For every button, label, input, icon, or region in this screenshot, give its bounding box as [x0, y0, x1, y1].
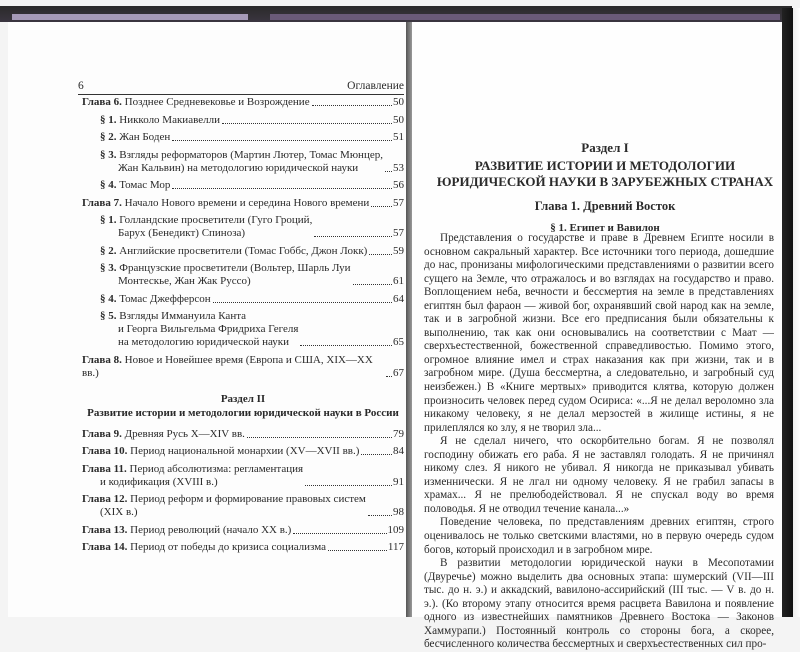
toc-section-entry	[82, 149, 404, 175]
toc-section-entry	[82, 310, 404, 349]
toc-section-entry	[82, 262, 404, 288]
left-page-edge-shade	[12, 14, 248, 20]
toc-page-number: 61	[393, 275, 404, 287]
toc-entry-title: Период от победы до кризиса социализма	[130, 541, 327, 553]
toc-chapter-entry	[82, 445, 404, 458]
toc-entry-text	[82, 524, 291, 537]
toc-entry-text	[100, 149, 383, 175]
toc-entry-label: Глава 13.	[82, 523, 128, 536]
toc-page-number: 50	[393, 96, 404, 108]
toc-entry-text	[100, 262, 351, 288]
part-title-line2: ЮРИДИЧЕСКОЙ НАУКИ В ЗАРУБЕЖНЫХ СТРАНАХ	[436, 174, 774, 189]
dot-leader	[172, 140, 392, 141]
right-page-edge-shade	[270, 14, 780, 20]
toc-chapter-entry	[82, 541, 404, 554]
running-title: Оглавление	[347, 80, 404, 92]
toc-entry-text	[100, 114, 220, 127]
section-heading: § 1. Египет и Вавилон	[550, 222, 660, 234]
toc-chapter-entry	[82, 428, 404, 441]
toc-entry-title: Начало Нового времени и середина Нового времени	[124, 196, 370, 209]
toc-entry-label: Глава 8.	[82, 353, 122, 366]
dot-leader	[172, 188, 392, 189]
toc-entry-label: § 4.	[100, 292, 117, 305]
paragraph: Представления о государстве и праве в Древнем Египте носили в основном сакральный характер. Все источники того периода, дошедшие до нас, пронизаны мифологическими представлениями о развитии всего сущего на Земле, что отражалось и во взглядах на государство и право. Воплощением неба, вечности и бессмертия на земле в представлениях египтян был фараон — живой бог, охранявший свой народ как на земле, так и в загробной жизни. Все его предписания были обязательны к выполнению, так как они основывались на соответствии с Маат — сверхъестественной, божественной справедливостью. Помимо этого, огромное влияние имел и страх наказания как при жизни, так и в загробном мире. (Душа бессмертна, а следовательно, и загробный суд неизбежен.) В «Книге мертвых» приводится клятва, которую должен произносить человек перед судом Осириса: «...Я не делал вероломно зла никакому человеку, я не делал мерзостей в жилище истины, я не прилеплялся ко злу, я не творил зла...	[424, 232, 774, 434]
toc-entry-label: Глава 11.	[82, 462, 127, 475]
toc-chapter-entry	[82, 197, 404, 210]
toc-section-entry	[82, 131, 404, 144]
part-heading: Раздел I	[581, 140, 629, 155]
toc-entry-title: Новое и Новейшее время (Европа и США, XIX—XX вв.)	[82, 353, 373, 379]
part2-title: Развитие истории и методологии юридической науки в России	[87, 406, 399, 419]
toc-entry-title-cont: и Георга Вильгельма Фридриха Гегеля	[118, 323, 299, 335]
toc-entry-label: Глава 9.	[82, 427, 122, 440]
toc-entry-label: § 2.	[100, 244, 117, 257]
toc-entry-text	[100, 131, 170, 144]
part2-heading	[82, 392, 404, 420]
dot-leader	[328, 550, 387, 551]
toc-entry-label: § 1.	[100, 214, 117, 226]
toc-page-number: 50	[393, 113, 404, 126]
dot-leader	[371, 206, 392, 207]
toc-entry-title: Взгляды реформаторов (Мартин Лютер, Томас Мюнцер,	[119, 148, 383, 161]
toc-page-number: 51	[393, 131, 404, 143]
toc-page-number: 53	[393, 161, 404, 174]
toc-entry-title: Древняя Русь X—XIV вв.	[124, 427, 245, 440]
toc-section-entry	[82, 245, 404, 258]
toc-page-number: 91	[393, 475, 404, 488]
dot-leader	[353, 284, 392, 285]
toc-entry-label: § 5.	[100, 310, 117, 322]
toc-section-entry	[82, 214, 404, 240]
paragraph: Поведение человека, по представлениям древних египтян, строго оценивалось не только светскими властями, но в первую очередь судом богов, который происходил и в загробном мире.	[424, 516, 774, 556]
toc-entry-text	[82, 493, 366, 519]
toc-page-number: 117	[387, 541, 404, 553]
chapter-heading: Глава 1. Древний Восток	[534, 199, 676, 213]
toc-entry-title: Период революций (начало XX в.)	[130, 523, 292, 536]
toc-page-number: 84	[393, 445, 404, 457]
dot-leader	[312, 105, 392, 106]
toc-entry-text	[100, 293, 211, 306]
toc-entry-title: Жан Боден	[119, 131, 171, 143]
toc-entry-text	[82, 428, 245, 441]
toc-entry-label: § 3.	[100, 262, 117, 274]
toc-chapter-entry	[82, 463, 404, 489]
toc-page-number: 79	[393, 427, 404, 440]
toc-entry-text	[82, 354, 384, 380]
toc-entry-text	[82, 445, 359, 458]
paragraph: В развитии методологии юридической науки в Месопотамии (Двуречье) можно выделить два основных этапа: шумерский (VII—III тыс. до н. э.) и аккадский, вавилоно-ассирийский (III тыс. — V в. до н. э.). (Ко второму этапу относится время расцвета Вавилона и появление одного из известнейших памятников Древнего Востока — Законов Хаммурапи.) Постоянный контроль со стороны бога, а скорее, бесчисленного количества бессмертных и сверхъестественных сил про-	[424, 557, 774, 651]
toc-entry-label: Глава 10.	[82, 445, 128, 457]
body-text	[424, 232, 774, 652]
toc-entry-text	[100, 310, 298, 349]
toc-entry-label: § 1.	[100, 113, 117, 126]
part2-label: Раздел II	[220, 392, 266, 405]
dot-leader	[293, 533, 386, 534]
dot-leader	[385, 171, 392, 172]
toc-chapter-entry	[82, 96, 404, 109]
table-of-contents	[82, 96, 404, 559]
dot-leader	[386, 376, 392, 377]
dot-leader	[213, 302, 392, 303]
toc-entry-text	[82, 197, 369, 210]
dot-leader	[247, 437, 392, 438]
toc-entry-title: Позднее Средневековье и Возрождение	[124, 96, 310, 108]
toc-chapter-entry	[82, 354, 404, 380]
toc-chapter-entry	[82, 524, 404, 537]
toc-entry-label: § 3.	[100, 148, 117, 161]
toc-entry-title: Французские просветители (Вольтер, Шарль Луи	[119, 262, 351, 274]
toc-section-entry	[82, 114, 404, 127]
toc-entry-title-cont: и кодификация (XVIII в.)	[100, 475, 218, 488]
toc-entry-text	[100, 245, 367, 258]
toc-page-number: 59	[393, 244, 404, 257]
book-top-edge	[0, 6, 792, 22]
toc-entry-title-cont: Монтескье, Жан Жак Руссо)	[118, 275, 251, 287]
toc-page-number: 65	[393, 336, 404, 348]
toc-entry-title: Период реформ и формирование правовых систем	[130, 493, 366, 505]
toc-entry-text	[82, 463, 303, 489]
toc-entry-label: Глава 6.	[82, 96, 122, 108]
toc-entry-title: Взгляды Иммануила Канта	[119, 310, 247, 322]
dot-leader	[369, 254, 392, 255]
toc-page-number: 57	[393, 196, 404, 209]
toc-entry-text	[82, 541, 326, 554]
toc-page-number: 56	[393, 179, 404, 191]
dot-leader	[222, 123, 392, 124]
dot-leader	[368, 515, 392, 516]
toc-entry-title: Томас Джефферсон	[119, 292, 211, 305]
part-title-block	[430, 140, 780, 234]
dot-leader	[361, 454, 392, 455]
toc-entry-title: Английские просветители (Томас Гоббс, Джон Локк)	[119, 244, 368, 257]
toc-entry-label: § 4.	[100, 179, 117, 191]
toc-section-entry	[82, 179, 404, 192]
toc-entry-title-cont: Барух (Бенедикт) Спиноза)	[118, 227, 246, 239]
part-title-line1: РАЗВИТИЕ ИСТОРИИ И МЕТОДОЛОГИИ	[474, 158, 736, 173]
toc-entry-title: Период национальной монархии (XV—XVII вв.)	[130, 445, 360, 457]
toc-entry-label: § 2.	[100, 131, 117, 143]
toc-page-number: 64	[393, 292, 404, 305]
dot-leader	[314, 236, 392, 237]
paragraph: Я не сделал ничего, что оскорбительно богам. Я не позволял господину обижать его раба. Я не заставлял голодать. Я не причинял никому слез. Я никого не убивал. Я никогда не приказывал убивать изменнически. Я не лгал ни одному человеку. Я не грабил запасы в храмах... Я не прелюбодействовал. Я не спускал воду во время половодья. Я не отводил течение канала...»	[424, 435, 774, 515]
toc-entry-text	[100, 214, 312, 240]
toc-chapter-entry	[82, 493, 404, 519]
toc-entry-label: Глава 14.	[82, 541, 128, 553]
toc-entry-title: Томас Мор	[119, 179, 171, 191]
toc-entry-text	[82, 96, 310, 109]
toc-page-number: 98	[393, 506, 404, 518]
toc-page-number: 67	[393, 366, 404, 379]
dot-leader	[300, 345, 392, 346]
toc-entry-title: Период абсолютизма: регламентация	[129, 462, 304, 475]
toc-page-number: 109	[387, 523, 404, 536]
running-head	[78, 80, 404, 95]
toc-entry-title: Голландские просветители (Гуго Гроций,	[119, 214, 313, 226]
toc-page-number: 57	[393, 227, 404, 239]
toc-entry-label: Глава 12.	[82, 493, 128, 505]
toc-entry-title: Никколо Макиавелли	[119, 113, 220, 126]
toc-entry-text	[100, 179, 170, 192]
book-right-edge	[782, 8, 800, 617]
toc-section-entry	[82, 293, 404, 306]
page-number: 6	[78, 80, 84, 92]
dot-leader	[305, 485, 392, 486]
toc-entry-title-cont: Жан Кальвин) на методологию юридической науки	[118, 161, 359, 174]
toc-entry-title-cont: на методологию юридической науки	[118, 336, 290, 348]
toc-entry-label: Глава 7.	[82, 196, 122, 209]
toc-entry-title-cont: (XIX в.)	[100, 506, 138, 518]
